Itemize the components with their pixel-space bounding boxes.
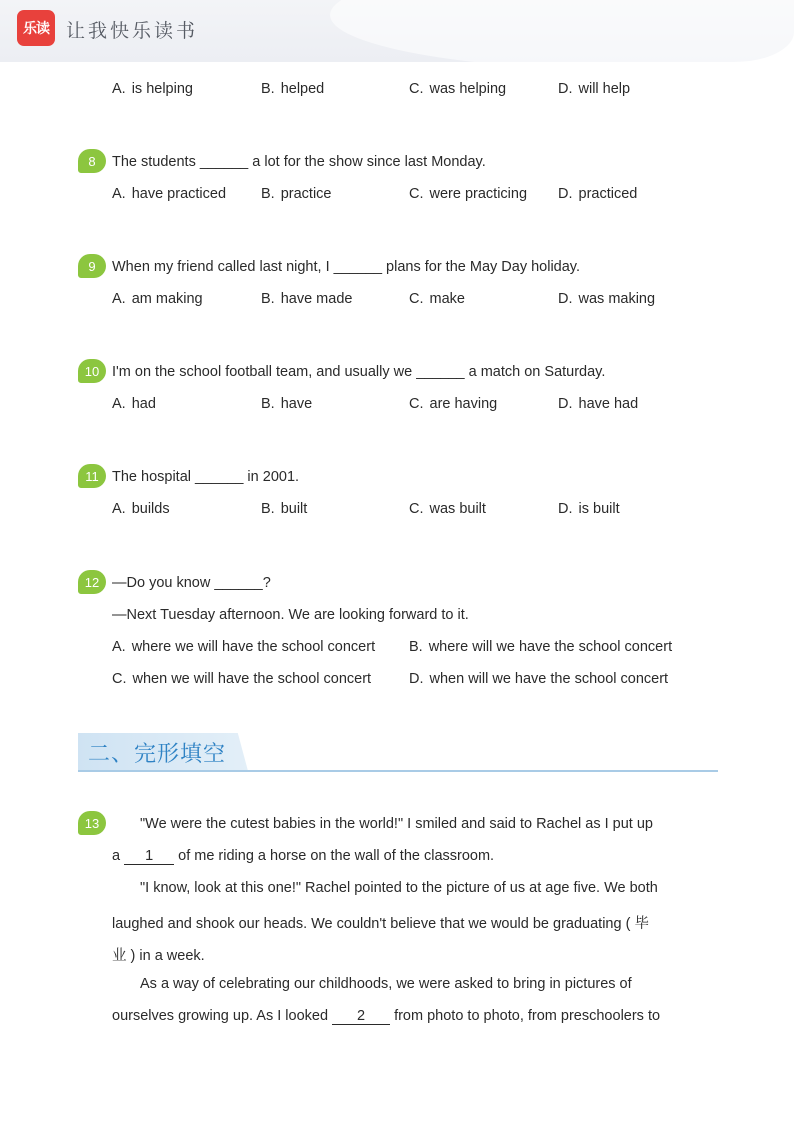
passage-line [112,1008,707,1025]
q10-option-c[interactable]: C. are having [409,396,498,412]
passage-line: As a way of celebrating our childhoods, we were asked to bring in pictures of [140,976,632,992]
brand-slogan: 让我快乐读书 [66,20,199,42]
q12-option-b[interactable]: B. where will we have the school concert [409,639,673,655]
section-heading [78,733,718,773]
passage-text: from photo to photo, from preschoolers to [394,1008,661,1024]
header-decoration [330,0,794,70]
q12-options-row2 [112,671,732,693]
passage-text: ourselves growing up. As I looked [112,1008,329,1024]
q9-option-b[interactable]: B. have made [261,291,353,307]
q7-options [112,81,732,103]
passage-text: of me riding a horse on the wall of the classroom. [178,848,495,864]
question-number-badge: 13 [78,811,106,835]
q11-option-c[interactable]: C. was built [409,501,486,517]
q12-option-d[interactable]: D. when will we have the school concert [409,671,669,687]
question-number-badge: 12 [78,570,106,594]
passage-text: a [112,848,121,864]
section-divider [78,770,718,772]
brand-logo: 乐读 [17,10,55,46]
question-number-badge: 8 [78,149,106,173]
question-text: The hospital ______ in 2001. [112,469,300,485]
question-number-badge: 11 [78,464,106,488]
question-text: When my friend called last night, I ______ plans for the May Day holiday. [112,259,581,275]
q8-option-b[interactable]: B. practice [261,186,332,202]
q11-option-d[interactable]: D. is built [558,501,620,517]
q7-option-d[interactable]: D. will help [558,81,631,97]
question-number-badge: 10 [78,359,106,383]
q7-option-c[interactable]: C. was helping [409,81,507,97]
q9-option-d[interactable]: D. was making [558,291,656,307]
q8-option-a[interactable]: A. have practiced [112,186,227,202]
question-text: I'm on the school football team, and usually we ______ a match on Saturday. [112,364,606,380]
q11-option-a[interactable]: A. builds [112,501,170,517]
dialogue-line: —Next Tuesday afternoon. We are looking forward to it. [112,607,469,623]
q7-option-a[interactable]: A. is helping [112,81,193,97]
blank-2[interactable]: 2 [332,1008,390,1025]
dialogue-line: —Do you know ______? [112,575,271,591]
passage-line: 业 ) in a week. [112,948,205,964]
q10-option-a[interactable]: A. had [112,396,156,412]
q9-option-c[interactable]: C. make [409,291,465,307]
q8-option-d[interactable]: D. practiced [558,186,638,202]
q9-option-a[interactable]: A. am making [112,291,203,307]
question-number-badge: 9 [78,254,106,278]
q8-options [112,186,732,208]
passage-line [112,848,707,865]
q12-option-a[interactable]: A. where we will have the school concert [112,639,376,655]
blank-1[interactable]: 1 [124,848,174,865]
q11-options [112,501,732,523]
q11-option-b[interactable]: B. built [261,501,308,517]
page-header [0,0,794,62]
q9-options [112,291,732,313]
question-text: The students ______ a lot for the show since last Monday. [112,154,486,170]
q12-options-row1 [112,639,732,661]
passage-line: "We were the cutest babies in the world!" I smiled and said to Rachel as I put up [140,816,653,832]
q7-option-b[interactable]: B. helped [261,81,325,97]
q10-option-d[interactable]: D. have had [558,396,639,412]
q12-option-c[interactable]: C. when we will have the school concert [112,671,372,687]
section-title: 二、完形填空 [88,742,227,767]
q8-option-c[interactable]: C. were practicing [409,186,528,202]
passage-line: "I know, look at this one!" Rachel pointed to the picture of us at age five. We both [140,880,658,896]
q10-options [112,396,732,418]
q10-option-b[interactable]: B. have [261,396,313,412]
passage-line: laughed and shook our heads. We couldn't believe that we would be graduating ( 毕 [112,916,649,932]
